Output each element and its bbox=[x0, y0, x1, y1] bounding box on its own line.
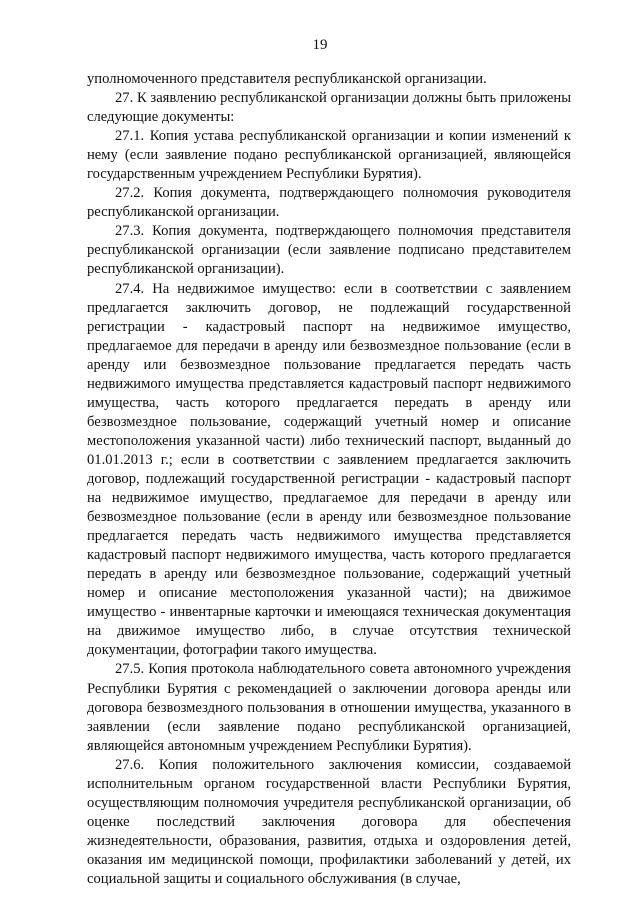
paragraph-27-6: 27.6. Копия положительного заключения комиссии, создаваемой исполнительным органом государственной власти Республики Бурятия, осуществляющим полномочия учредителя республиканской организации, об оценке последствий заключения договора для обеспечения жизнедеятельности, образования, развития, отдыха и оздоровления детей, оказания им медицинской помощи, профилактики заболеваний у детей, их социальной защиты и социального обслуживания (в случае, bbox=[87, 756, 571, 887]
paragraph-27-3: 27.3. Копия документа, подтверждающего полномочия представителя республиканской организации (если заявление подписано представителем республиканской организации). bbox=[87, 223, 571, 278]
paragraph-27-4: 27.4. На недвижимое имущество: если в соответствии с заявлением предлагается заключить договор, не подлежащий государственной регистрации - кадастровый паспорт на недвижимое имущество, предлагаемое для передачи в аренду или безвозмездное пользование (если в аренду или безвозмездное пользование предлагается передать часть недвижимого имущества представляется кадастровый паспорт недвижимого имущества, часть которого предлагается передать в аренду или безвозмездное пользование, содержащий учетный номер и описание местоположения указанной части) либо технический паспорт, выданный до 01.01.2013 г.; если в соответствии с заявлением предлагается заключить договор, подлежащий государственной регистрации - кадастровый паспорт на недвижимое имущество, предлагаемое для передачи в аренду или безвозмездное пользование (если в аренду или безвозмездное пользование предлагается передать часть недвижимого имущества представляется кадастровый паспорт недвижимого имущества, часть которого предлагается передать в аренду или безвозмездное пользование, содержащий учетный номер и описание местоположения указанной части); на движимое имущество - инвентарные карточки и имеющаяся техническая документация на движимое имущество либо, в случае отсутствия технической документации, фотографии такого имущества. bbox=[87, 280, 571, 659]
document-body bbox=[87, 70, 571, 889]
paragraph-continuation: уполномоченного представителя республиканской организации. bbox=[87, 71, 487, 87]
paragraph-27: 27. К заявлению республиканской организации должны быть приложены следующие документы: bbox=[87, 90, 571, 126]
paragraph-27-1: 27.1. Копия устава республиканской организации и копии изменений к нему (если заявление подано республиканской организацией, являющейся государственным учреждением Республики Бурятия). bbox=[87, 128, 571, 183]
paragraph-27-2: 27.2. Копия документа, подтверждающего полномочия руководителя республиканской организации. bbox=[87, 185, 571, 221]
page-number: 19 bbox=[312, 37, 328, 53]
paragraph-27-5: 27.5. Копия протокола наблюдательного совета автономного учреждения Республики Бурятия с рекомендацией о заключении договора аренды или договора безвозмездного пользования в отношении имущества, указанного в заявлении (если заявление подано республиканской организацией, являющейся автономным учреждением Республики Бурятия). bbox=[87, 661, 571, 754]
